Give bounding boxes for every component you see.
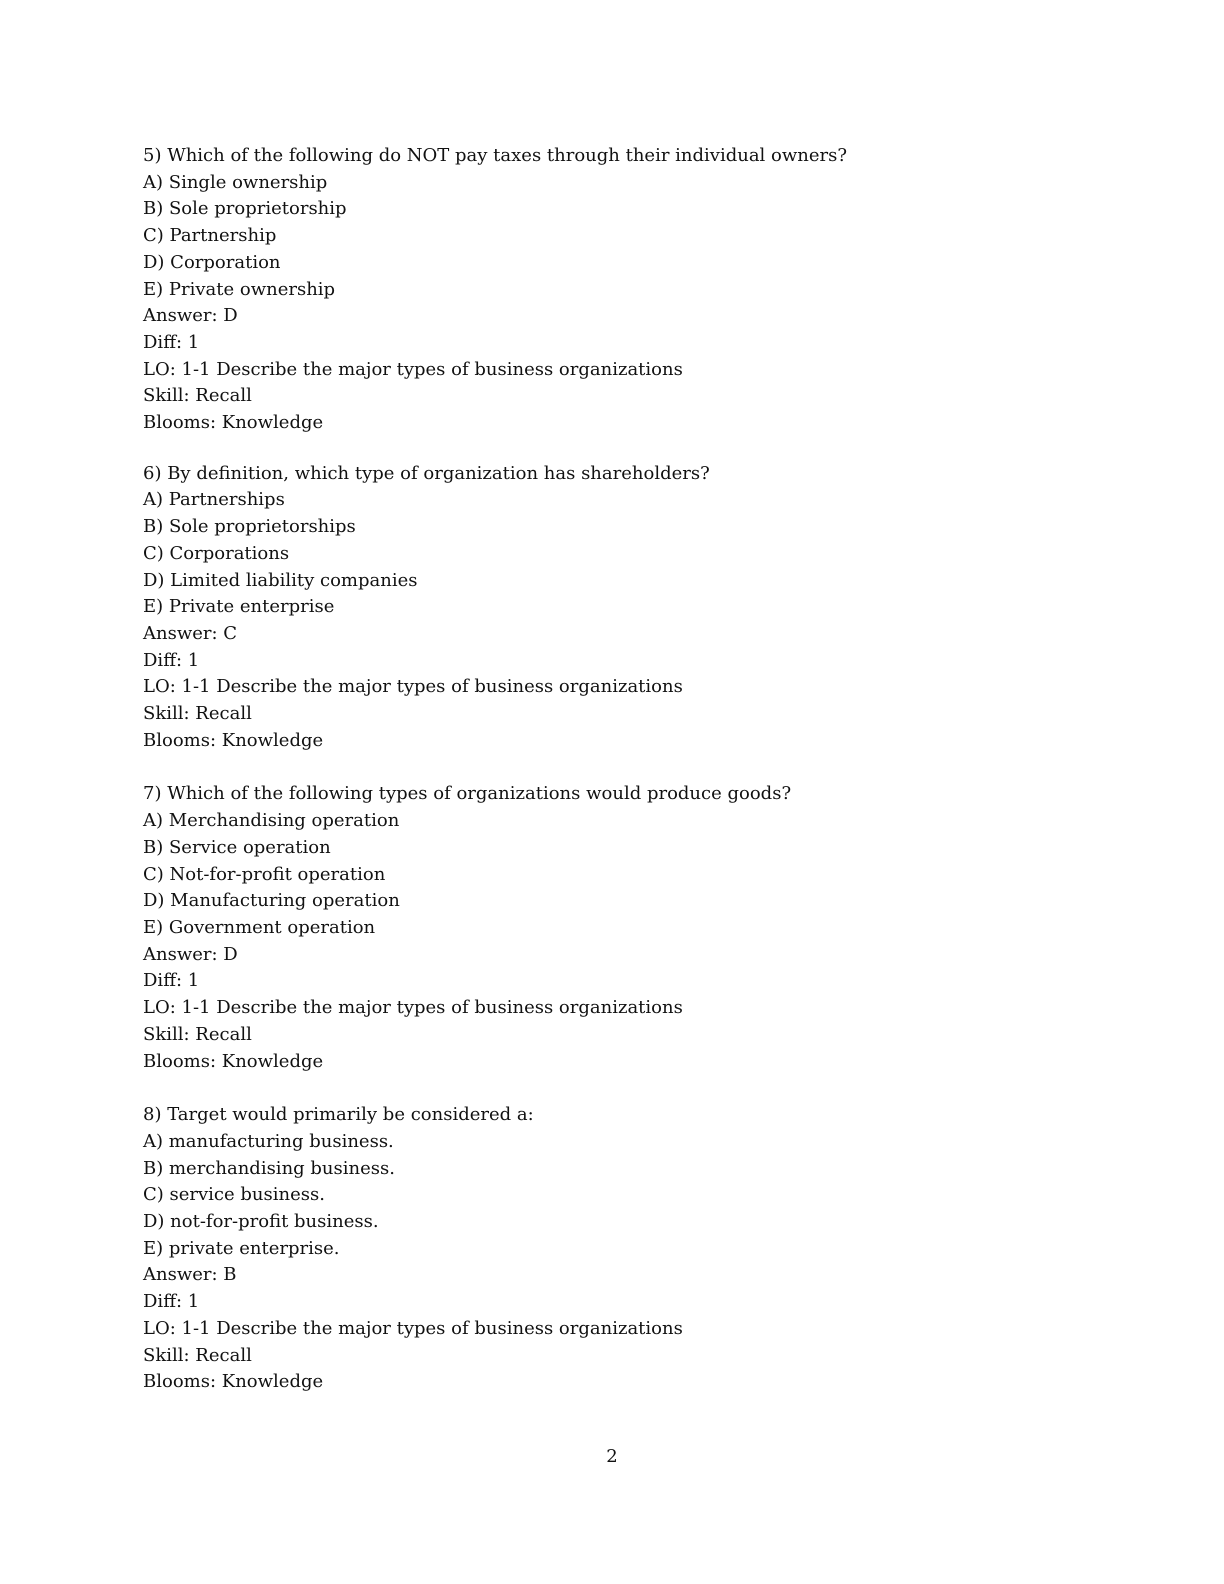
option-a: A) Merchandising operation (143, 810, 400, 832)
option-c: C) Not-for-profit operation (143, 863, 386, 885)
difficulty-line: Diff: 1 (143, 331, 200, 353)
page-number: 2 (606, 1446, 618, 1467)
option-d: D) Corporation (143, 251, 281, 273)
learning-objective-line: LO: 1-1 Describe the major types of business organizations (143, 358, 683, 380)
answer-line: Answer: C (143, 622, 238, 644)
question-8 (143, 1102, 1103, 1396)
answer-line: Answer: B (143, 1264, 237, 1286)
skill-line: Skill: Recall (143, 1344, 252, 1366)
blooms-line: Blooms: Knowledge (143, 1371, 324, 1393)
option-d: D) Manufacturing operation (143, 890, 400, 912)
skill-line: Skill: Recall (143, 1023, 252, 1045)
question-stem: 5) Which of the following do NOT pay taxes through their individual owners? (143, 145, 848, 166)
option-b: B) merchandising business. (143, 1157, 395, 1179)
question-6 (143, 461, 1103, 755)
option-a: A) Single ownership (143, 171, 328, 193)
blooms-line: Blooms: Knowledge (143, 1050, 324, 1072)
option-a: A) Partnerships (143, 489, 285, 511)
option-d: D) Limited liability companies (143, 569, 418, 591)
difficulty-line: Diff: 1 (143, 649, 200, 671)
question-list (143, 143, 1103, 1396)
answer-line: Answer: D (143, 943, 238, 965)
answer-line: Answer: D (143, 305, 238, 327)
skill-line: Skill: Recall (143, 703, 252, 725)
question-stem: 6) By definition, which type of organization has shareholders? (143, 462, 710, 484)
learning-objective-line: LO: 1-1 Describe the major types of business organizations (143, 676, 683, 698)
option-b: B) Sole proprietorships (143, 516, 356, 538)
question-spacer (143, 1075, 1103, 1102)
option-b: B) Service operation (143, 836, 331, 858)
option-c: C) service business. (143, 1184, 325, 1206)
option-d: D) not-for-profit business. (143, 1211, 379, 1233)
option-e: E) Private ownership (143, 278, 336, 300)
learning-objective-line: LO: 1-1 Describe the major types of business organizations (143, 997, 683, 1019)
question-stem: 7) Which of the following types of organizations would produce goods? (143, 783, 792, 805)
option-e: E) private enterprise. (143, 1237, 340, 1259)
learning-objective-line: LO: 1-1 Describe the major types of business organizations (143, 1317, 683, 1339)
option-c: C) Partnership (143, 225, 277, 247)
question-spacer (143, 754, 1103, 781)
difficulty-line: Diff: 1 (143, 970, 200, 992)
option-c: C) Corporations (143, 542, 290, 564)
option-e: E) Government operation (143, 916, 376, 938)
blooms-line: Blooms: Knowledge (143, 729, 324, 751)
question-7 (143, 781, 1103, 1075)
blooms-line: Blooms: Knowledge (143, 412, 324, 434)
option-b: B) Sole proprietorship (143, 198, 347, 220)
question-stem: 8) Target would primarily be considered a: (143, 1104, 534, 1126)
option-e: E) Private enterprise (143, 596, 335, 618)
option-a: A) manufacturing business. (143, 1130, 394, 1152)
difficulty-line: Diff: 1 (143, 1291, 200, 1313)
question-spacer (143, 437, 1103, 461)
question-5 (143, 143, 1103, 437)
skill-line: Skill: Recall (143, 385, 252, 407)
